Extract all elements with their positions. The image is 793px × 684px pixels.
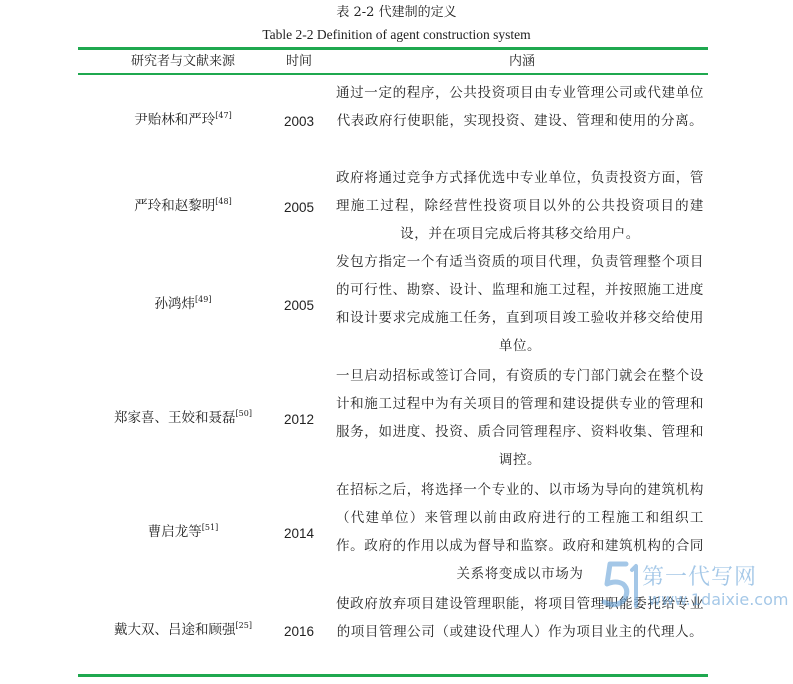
year-cell: 2014 bbox=[283, 526, 315, 541]
author-cell bbox=[78, 406, 288, 430]
author-cell bbox=[78, 618, 288, 642]
author-name: 戴大双、吕途和顾强 bbox=[114, 622, 236, 638]
definition-cell: 发包方指定一个有适当资质的项目代理，负责管理整个项目的可行性、勘察、设计、监理和施工过程，并按照施工进度和设计要求完成施工任务，直到项目竣工验收并移交给使用单位。 bbox=[336, 254, 704, 354]
author-cell bbox=[78, 194, 288, 218]
year-cell: 2005 bbox=[283, 200, 315, 215]
header-year: 时间 bbox=[285, 54, 312, 69]
citation-ref: [47] bbox=[215, 111, 232, 120]
author-name: 尹贻林和严玲 bbox=[134, 112, 216, 128]
author-cell bbox=[78, 108, 288, 132]
table-bottom-rule bbox=[78, 674, 708, 677]
author-cell bbox=[78, 292, 288, 316]
definition-cell: 在招标之后，将选择一个专业的、以市场为导向的建筑机构（代建单位）来管理以前由政府进行的工程施工和组织工作。政府的作用以成为督导和监察。政府和建筑机构的合同关系将变成以市场为 bbox=[336, 482, 704, 582]
year-cell: 2003 bbox=[283, 114, 315, 129]
citation-ref: [50] bbox=[235, 409, 252, 418]
year-cell: 2016 bbox=[283, 624, 315, 639]
table-caption-chinese: 表 2-2 代建制的定义 bbox=[336, 5, 457, 20]
citation-ref: [25] bbox=[235, 621, 252, 630]
author-name: 曹启龙等 bbox=[147, 524, 202, 540]
watermark-name: 第一代写网 bbox=[642, 565, 758, 590]
table-row bbox=[78, 78, 708, 164]
table-row bbox=[78, 362, 708, 476]
author-name: 严玲和赵黎明 bbox=[134, 198, 216, 214]
author-name: 孙鸿炜 bbox=[154, 296, 196, 312]
author-name: 郑家喜、王姣和聂磊 bbox=[114, 410, 236, 426]
table-header-rule bbox=[78, 73, 708, 75]
definition-cell: 一旦启动招标或签订合同，有资质的专门部门就会在整个设计和施工过程中为有关项目的管理和建设提供专业的管理和服务，如进度、投资、质合同管理程序、资料收集、管理和调控。 bbox=[336, 368, 704, 468]
table-top-rule bbox=[78, 47, 708, 50]
citation-ref: [51] bbox=[201, 523, 219, 532]
citation-ref: [48] bbox=[215, 197, 232, 206]
year-cell: 2012 bbox=[283, 412, 315, 427]
watermark-logo-icon bbox=[596, 556, 644, 614]
author-cell bbox=[78, 520, 288, 544]
definition-cell: 政府将通过竞争方式择优选中专业单位，负责投资方面，管理施工过程，除经营性投资项目以外的公共投资项目的建设，并在项目完成后将其移交给用户。 bbox=[336, 170, 704, 242]
citation-ref: [49] bbox=[195, 295, 212, 304]
watermark bbox=[596, 556, 789, 614]
header-author: 研究者与文献来源 bbox=[130, 54, 235, 69]
header-definition: 内涵 bbox=[508, 54, 535, 69]
table-row bbox=[78, 164, 708, 248]
definition-cell: 使政府放弃项目建设管理职能，将项目管理职能委托给专业的项目管理公司（或建设代理人）作为项目业主的代理人。 bbox=[336, 596, 704, 640]
table-caption-english: Table 2-2 Definition of agent construction system bbox=[262, 27, 531, 42]
definition-cell: 通过一定的程序，公共投资项目由专业管理公司或代建单位代表政府行使职能，实现投资、建设、管理和使用的分离。 bbox=[336, 85, 704, 129]
year-cell: 2005 bbox=[283, 298, 315, 313]
table-row bbox=[78, 248, 708, 362]
watermark-url: www.1daixie.com bbox=[648, 590, 789, 609]
